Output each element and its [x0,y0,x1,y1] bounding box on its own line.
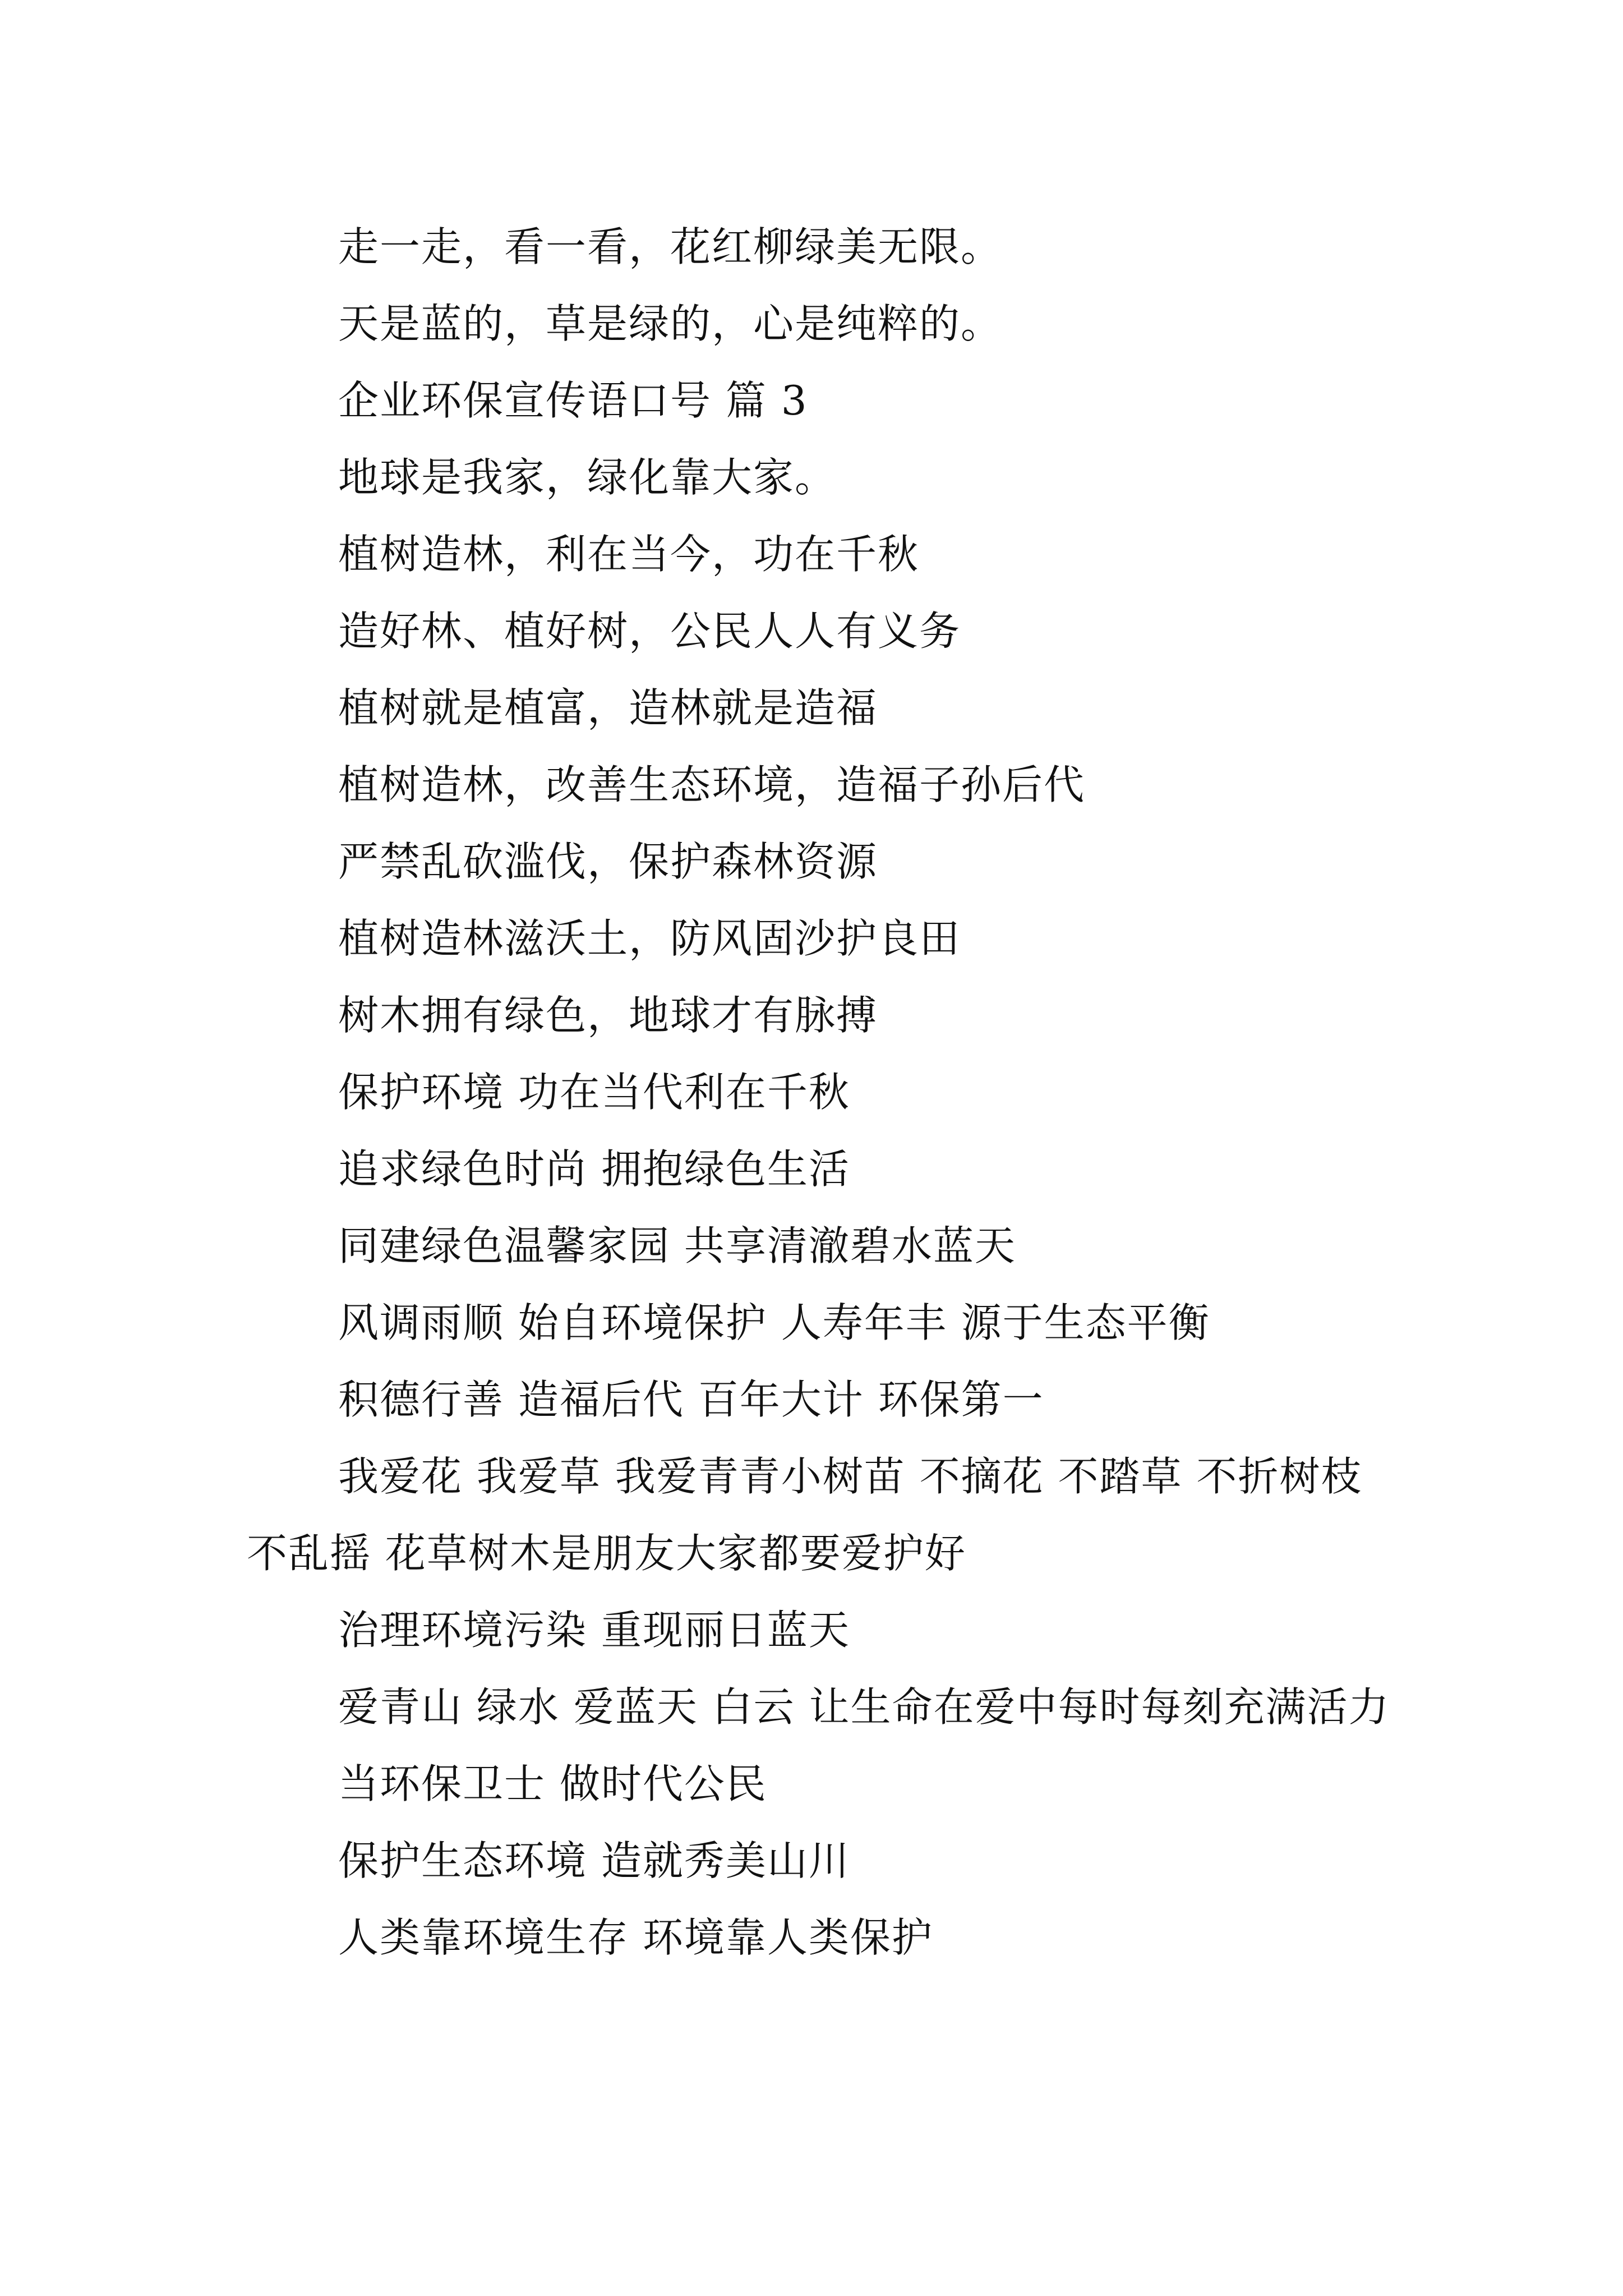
text-line: 爱青山 绿水 爱蓝天 白云 让生命在爱中每时每刻充满活力 [338,1683,1390,1731]
text-line: 树木拥有绿色，地球才有脉搏 [338,992,878,1039]
text-line: 治理环境污染 重现丽日蓝天 [338,1607,850,1654]
text-line: 植树造林，利在当今，功在千秋 [338,531,920,578]
text-line: 造好林、植好树，公民人人有义务 [338,608,961,655]
text-line: 植树造林滋沃土，防风固沙护良田 [338,915,961,962]
text-line: 同建绿色温馨家园 共享清澈碧水蓝天 [338,1222,1016,1269]
text-line: 当环保卫士 做时代公民 [338,1760,767,1807]
text-line: 保护环境 功在当代利在千秋 [338,1069,850,1116]
text-line: 地球是我家，绿化靠大家。 [338,454,837,501]
text-line: 我爱花 我爱草 我爱青青小树苗 不摘花 不踏草 不折树枝不乱摇 花草树木是朋友大家都要爱护好 [247,1453,1363,1577]
text-line: 天是蓝的，草是绿的，心是纯粹的。 [338,300,1003,347]
text-line: 走一走，看一看，花红柳绿美无限。 [338,223,1003,270]
text-line: 保护生态环境 造就秀美山川 [338,1837,850,1884]
text-line: 人类靠环境生存 环境靠人类保护 [338,1914,933,1961]
text-line: 风调雨顺 始自环境保护 人寿年丰 源于生态平衡 [338,1299,1210,1346]
section-heading: 企业环保宣传语口号 篇 3 [338,377,808,424]
text-line: 追求绿色时尚 拥抱绿色生活 [338,1145,850,1193]
text-line: 植树就是植富，造林就是造福 [338,684,878,731]
text-line: 严禁乱砍滥伐，保护森林资源 [338,838,878,885]
document-body [247,209,1391,1976]
text-line: 植树造林，改善生态环境，造福子孙后代 [338,761,1086,808]
text-line: 积德行善 造福后代 百年大计 环保第一 [338,1376,1044,1423]
